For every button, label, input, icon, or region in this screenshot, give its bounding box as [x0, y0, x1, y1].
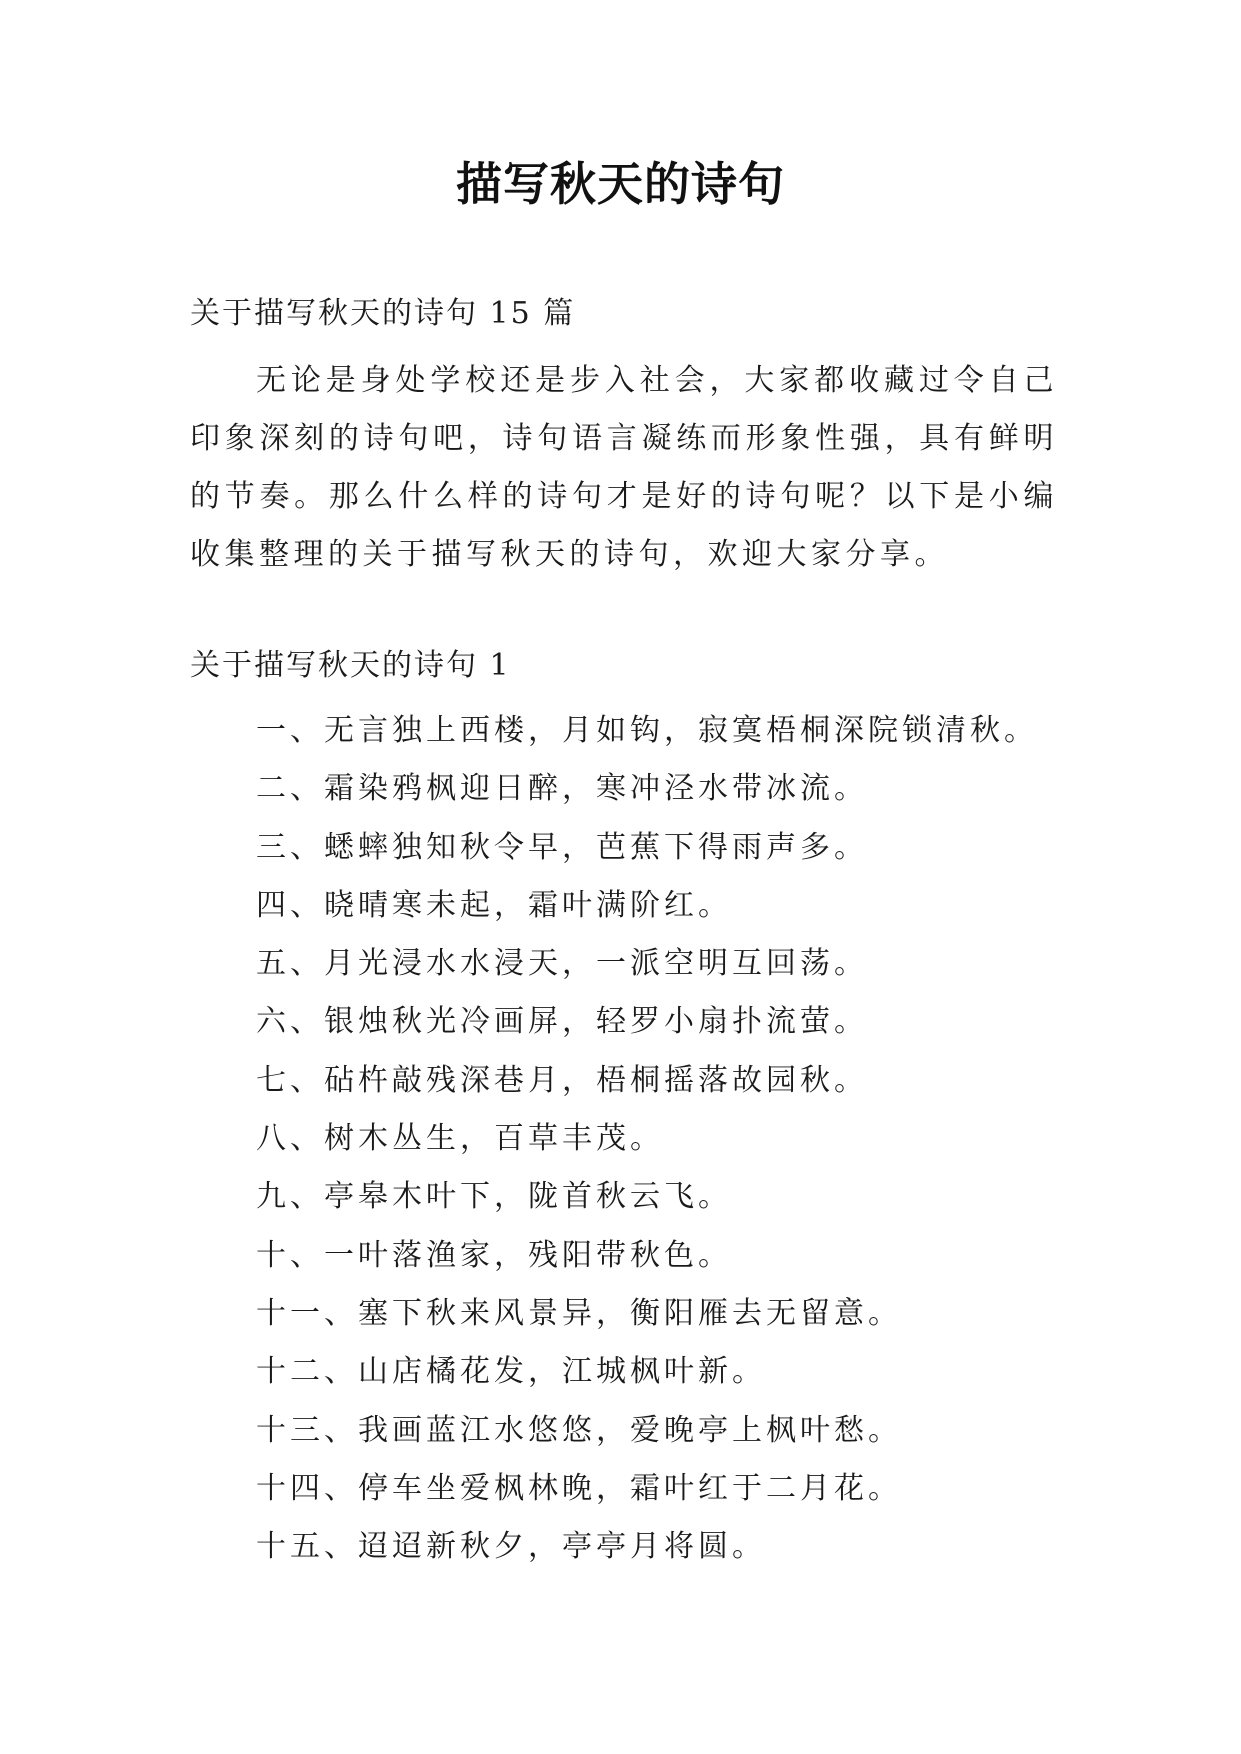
poem-line: 五、月光浸水水浸天，一派空明互回荡。	[256, 946, 868, 982]
poem-line: 十四、停车坐爱枫林晚，霜叶红于二月花。	[256, 1470, 902, 1506]
poem-line: 十、一叶落渔家，残阳带秋色。	[256, 1237, 732, 1273]
poem-line: 七、砧杵敲残深巷月，梧桐摇落故园秋。	[256, 1062, 868, 1098]
intro-paragraph: 无论是身处学校还是步入社会，大家都收藏过令自己印象深刻的诗句吧，诗句语言凝练而形象性强，具有鲜明的节奏。那么什么样的诗句才是好的诗句呢？以下是小编收集整理的关于描写秋天的诗句，欢迎大家分享。	[190, 363, 1058, 572]
poem-line: 九、亭皋木叶下，陇首秋云飞。	[256, 1179, 732, 1215]
poem-line: 四、晓晴寒未起，霜叶满阶红。	[256, 887, 732, 923]
poem-line: 八、树木丛生，百草丰茂。	[256, 1121, 664, 1157]
poem-line: 一、无言独上西楼，月如钩，寂寞梧桐深院锁清秋。	[256, 713, 1038, 748]
poem-line: 十二、山店橘花发，江城枫叶新。	[256, 1354, 766, 1390]
document-subtitle: 关于描写秋天的诗句 15 篇	[190, 296, 576, 331]
document-title: 描写秋天的诗句	[456, 157, 785, 211]
poem-line: 十五、迢迢新秋夕，亭亭月将圆。	[256, 1529, 766, 1565]
poem-line: 十三、我画蓝江水悠悠，爱晚亭上枫叶愁。	[256, 1412, 902, 1448]
poem-line-list	[256, 702, 1038, 1576]
poem-line: 二、霜染鸦枫迎日醉，寒冲泾水带冰流。	[256, 771, 868, 807]
section-heading: 关于描写秋天的诗句 1	[190, 648, 511, 683]
poem-line: 十一、塞下秋来风景异，衡阳雁去无留意。	[256, 1295, 902, 1331]
poem-line: 六、银烛秋光冷画屏，轻罗小扇扑流萤。	[256, 1004, 868, 1040]
poem-line: 三、蟋蟀独知秋令早，芭蕉下得雨声多。	[256, 829, 868, 865]
